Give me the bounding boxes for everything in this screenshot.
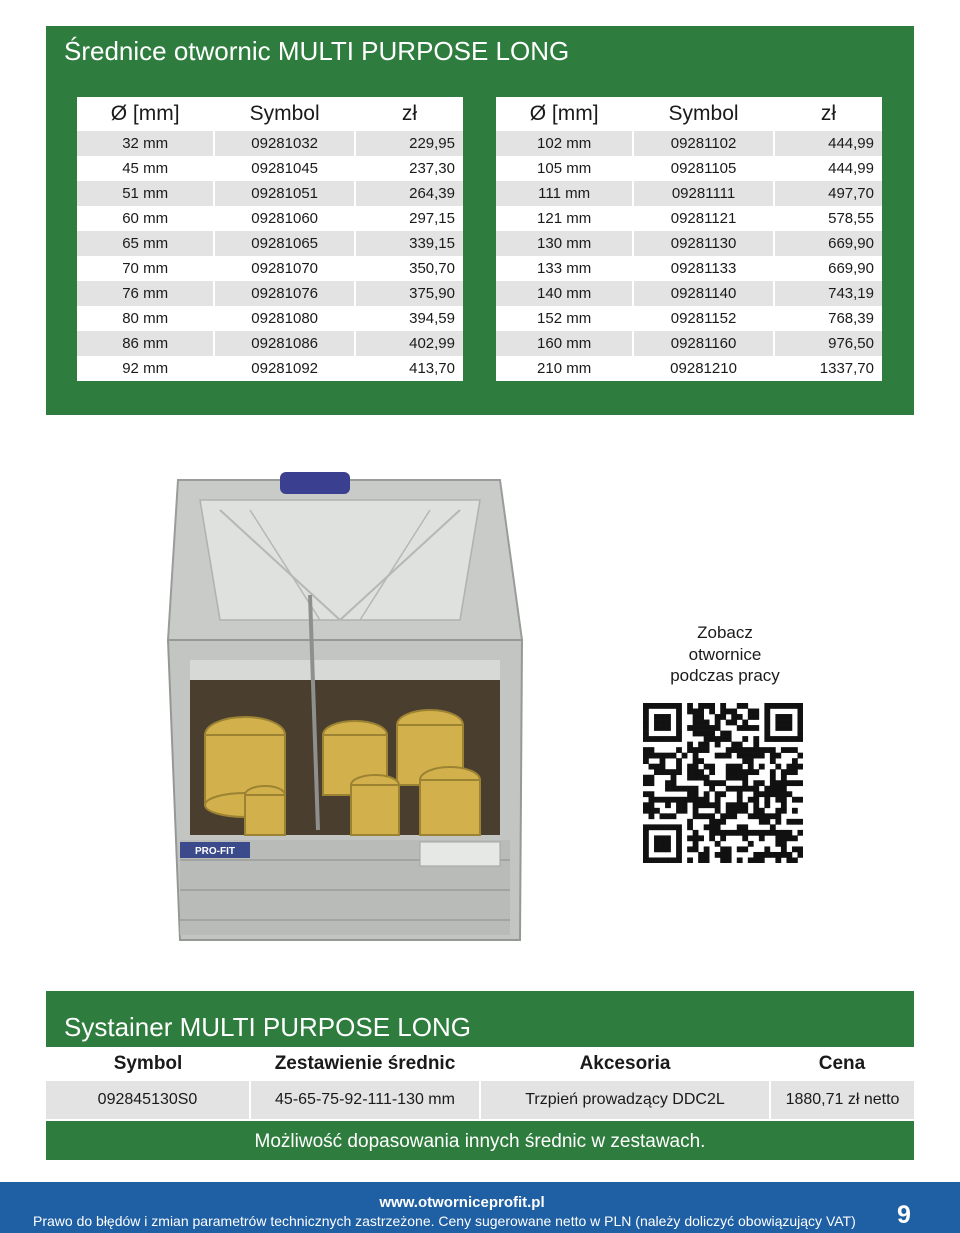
cell-symbol: 09281060 bbox=[213, 206, 354, 231]
table-body bbox=[496, 131, 882, 381]
table-row bbox=[77, 156, 463, 181]
table-row bbox=[496, 331, 882, 356]
footer bbox=[0, 1182, 960, 1233]
column-header-diameters: Zestawienie średnic bbox=[250, 1047, 480, 1081]
website-link[interactable]: www.otwornicеprofit.pl bbox=[379, 1194, 545, 1211]
table-row bbox=[496, 231, 882, 256]
table-row bbox=[496, 356, 882, 381]
systainer-title-bar bbox=[46, 991, 914, 1047]
column-header-diameter: Ø [mm] bbox=[529, 102, 599, 125]
column-header-symbol: Symbol bbox=[632, 97, 773, 131]
table-row bbox=[496, 306, 882, 331]
cell-symbol: 09281065 bbox=[213, 231, 354, 256]
cell-symbol: 09281140 bbox=[632, 281, 773, 306]
column-header-price: zł bbox=[354, 97, 463, 131]
cell-diameter: 121 mm bbox=[496, 206, 632, 231]
cell-price: 375,90 bbox=[354, 281, 463, 306]
price-table-right bbox=[496, 97, 882, 381]
cell-diameter: 152 mm bbox=[496, 306, 632, 331]
qr-code-icon[interactable] bbox=[643, 703, 803, 863]
cell-diameter: 76 mm bbox=[77, 281, 213, 306]
cell-price: 350,70 bbox=[354, 256, 463, 281]
table-row bbox=[77, 356, 463, 381]
qr-caption-line: Zobacz bbox=[697, 623, 753, 642]
cell-diameter: 210 mm bbox=[496, 356, 632, 381]
table-row bbox=[496, 206, 882, 231]
cell-symbol: 092845130S0 bbox=[46, 1081, 250, 1119]
cell-diameter: 32 mm bbox=[77, 131, 213, 156]
qr-caption-line: otwornice bbox=[688, 644, 762, 664]
cell-price: 339,15 bbox=[354, 231, 463, 256]
column-header-symbol: Symbol bbox=[213, 97, 354, 131]
cell-price: 413,70 bbox=[354, 356, 463, 381]
cell-price: 578,55 bbox=[773, 206, 882, 231]
cell-price: 444,99 bbox=[773, 131, 882, 156]
cell-diameter: 45 mm bbox=[77, 156, 213, 181]
cell-symbol: 09281121 bbox=[632, 206, 773, 231]
cell-price: 297,15 bbox=[354, 206, 463, 231]
cell-price: 669,90 bbox=[773, 231, 882, 256]
cell-price: 743,19 bbox=[773, 281, 882, 306]
cell-diameter: 105 mm bbox=[496, 156, 632, 181]
qr-caption-line: podczas pracy bbox=[670, 666, 780, 685]
column-header-accessories: Akcesoria bbox=[480, 1047, 770, 1081]
column-header-symbol: Symbol bbox=[46, 1047, 250, 1081]
cell-diameter: 140 mm bbox=[496, 281, 632, 306]
disclaimer-text: Prawo do błędów i zmian parametrów technicznych zastrzeżone. Ceny sugerowane netto w PLN (należy doliczyć obowiązujący VAT) bbox=[33, 1213, 856, 1229]
table-row bbox=[496, 181, 882, 206]
cell-price: 264,39 bbox=[354, 181, 463, 206]
cell-price: 394,59 bbox=[354, 306, 463, 331]
cell-price: 237,30 bbox=[354, 156, 463, 181]
cell-diameter: 111 mm bbox=[496, 181, 632, 206]
cell-diameters: 45-65-75-92-111-130 mm bbox=[250, 1081, 480, 1119]
table-row bbox=[496, 156, 882, 181]
cell-symbol: 09281105 bbox=[632, 156, 773, 181]
note-text: Możliwość dopasowania innych średnic w zestawach. bbox=[254, 1131, 706, 1152]
section-title: Średnice otwornic MULTI PURPOSE LONG bbox=[64, 36, 570, 66]
cell-diameter: 133 mm bbox=[496, 256, 632, 281]
cell-symbol: 09281045 bbox=[213, 156, 354, 181]
cell-price: 768,39 bbox=[773, 306, 882, 331]
column-header-price: zł bbox=[773, 97, 882, 131]
cell-symbol: 09281092 bbox=[213, 356, 354, 381]
cell-diameter: 65 mm bbox=[77, 231, 213, 256]
cell-price: 229,95 bbox=[354, 131, 463, 156]
table-row bbox=[77, 131, 463, 156]
cell-symbol: 09281210 bbox=[632, 356, 773, 381]
section-title: Systainer MULTI PURPOSE LONG bbox=[64, 1012, 471, 1042]
table-row bbox=[77, 331, 463, 356]
cell-price: 444,99 bbox=[773, 156, 882, 181]
column-header-price: Cena bbox=[770, 1047, 914, 1081]
cell-symbol: 09281130 bbox=[632, 231, 773, 256]
table-row bbox=[496, 281, 882, 306]
table-row bbox=[77, 256, 463, 281]
brand-logo: PRO-FIT bbox=[195, 846, 235, 857]
cell-symbol: 09281076 bbox=[213, 281, 354, 306]
cell-diameter: 70 mm bbox=[77, 256, 213, 281]
cell-price: 1337,70 bbox=[773, 356, 882, 381]
cell-symbol: 09281080 bbox=[213, 306, 354, 331]
cell-symbol: 09281133 bbox=[632, 256, 773, 281]
table-row bbox=[496, 256, 882, 281]
cell-symbol: 09281086 bbox=[213, 331, 354, 356]
cell-diameter: 160 mm bbox=[496, 331, 632, 356]
table-row bbox=[77, 206, 463, 231]
qr-caption bbox=[640, 622, 810, 687]
systainer-product-image bbox=[160, 470, 540, 950]
cell-diameter: 51 mm bbox=[77, 181, 213, 206]
table-row bbox=[496, 131, 882, 156]
cell-diameter: 60 mm bbox=[77, 206, 213, 231]
note-bar bbox=[46, 1121, 914, 1160]
cell-symbol: 09281032 bbox=[213, 131, 354, 156]
cell-diameter: 80 mm bbox=[77, 306, 213, 331]
cell-price: 402,99 bbox=[354, 331, 463, 356]
table-header-row bbox=[77, 97, 463, 131]
page-number: 9 bbox=[897, 1201, 911, 1229]
cell-symbol: 09281102 bbox=[632, 131, 773, 156]
cell-price: 976,50 bbox=[773, 331, 882, 356]
cell-diameter: 102 mm bbox=[496, 131, 632, 156]
table-row bbox=[77, 281, 463, 306]
column-header-diameter: Ø [mm] bbox=[110, 102, 180, 125]
cell-price: 497,70 bbox=[773, 181, 882, 206]
table-header-row bbox=[496, 97, 882, 131]
cell-diameter: 92 mm bbox=[77, 356, 213, 381]
cell-symbol: 09281070 bbox=[213, 256, 354, 281]
table-body bbox=[77, 131, 463, 381]
table-row bbox=[77, 231, 463, 256]
table-row bbox=[77, 306, 463, 331]
price-table-left bbox=[77, 97, 463, 381]
systainer-table bbox=[46, 1047, 914, 1119]
table-row bbox=[77, 181, 463, 206]
cell-symbol: 09281160 bbox=[632, 331, 773, 356]
cell-symbol: 09281152 bbox=[632, 306, 773, 331]
table-header-row bbox=[46, 1047, 914, 1081]
table-row bbox=[46, 1081, 914, 1119]
cell-accessories: Trzpień prowadzący DDC2L bbox=[480, 1081, 770, 1119]
cell-diameter: 86 mm bbox=[77, 331, 213, 356]
cell-price: 669,90 bbox=[773, 256, 882, 281]
cell-symbol: 09281051 bbox=[213, 181, 354, 206]
cell-price: 1880,71 zł netto bbox=[770, 1081, 914, 1119]
cell-symbol: 09281111 bbox=[632, 181, 773, 206]
cell-diameter: 130 mm bbox=[496, 231, 632, 256]
